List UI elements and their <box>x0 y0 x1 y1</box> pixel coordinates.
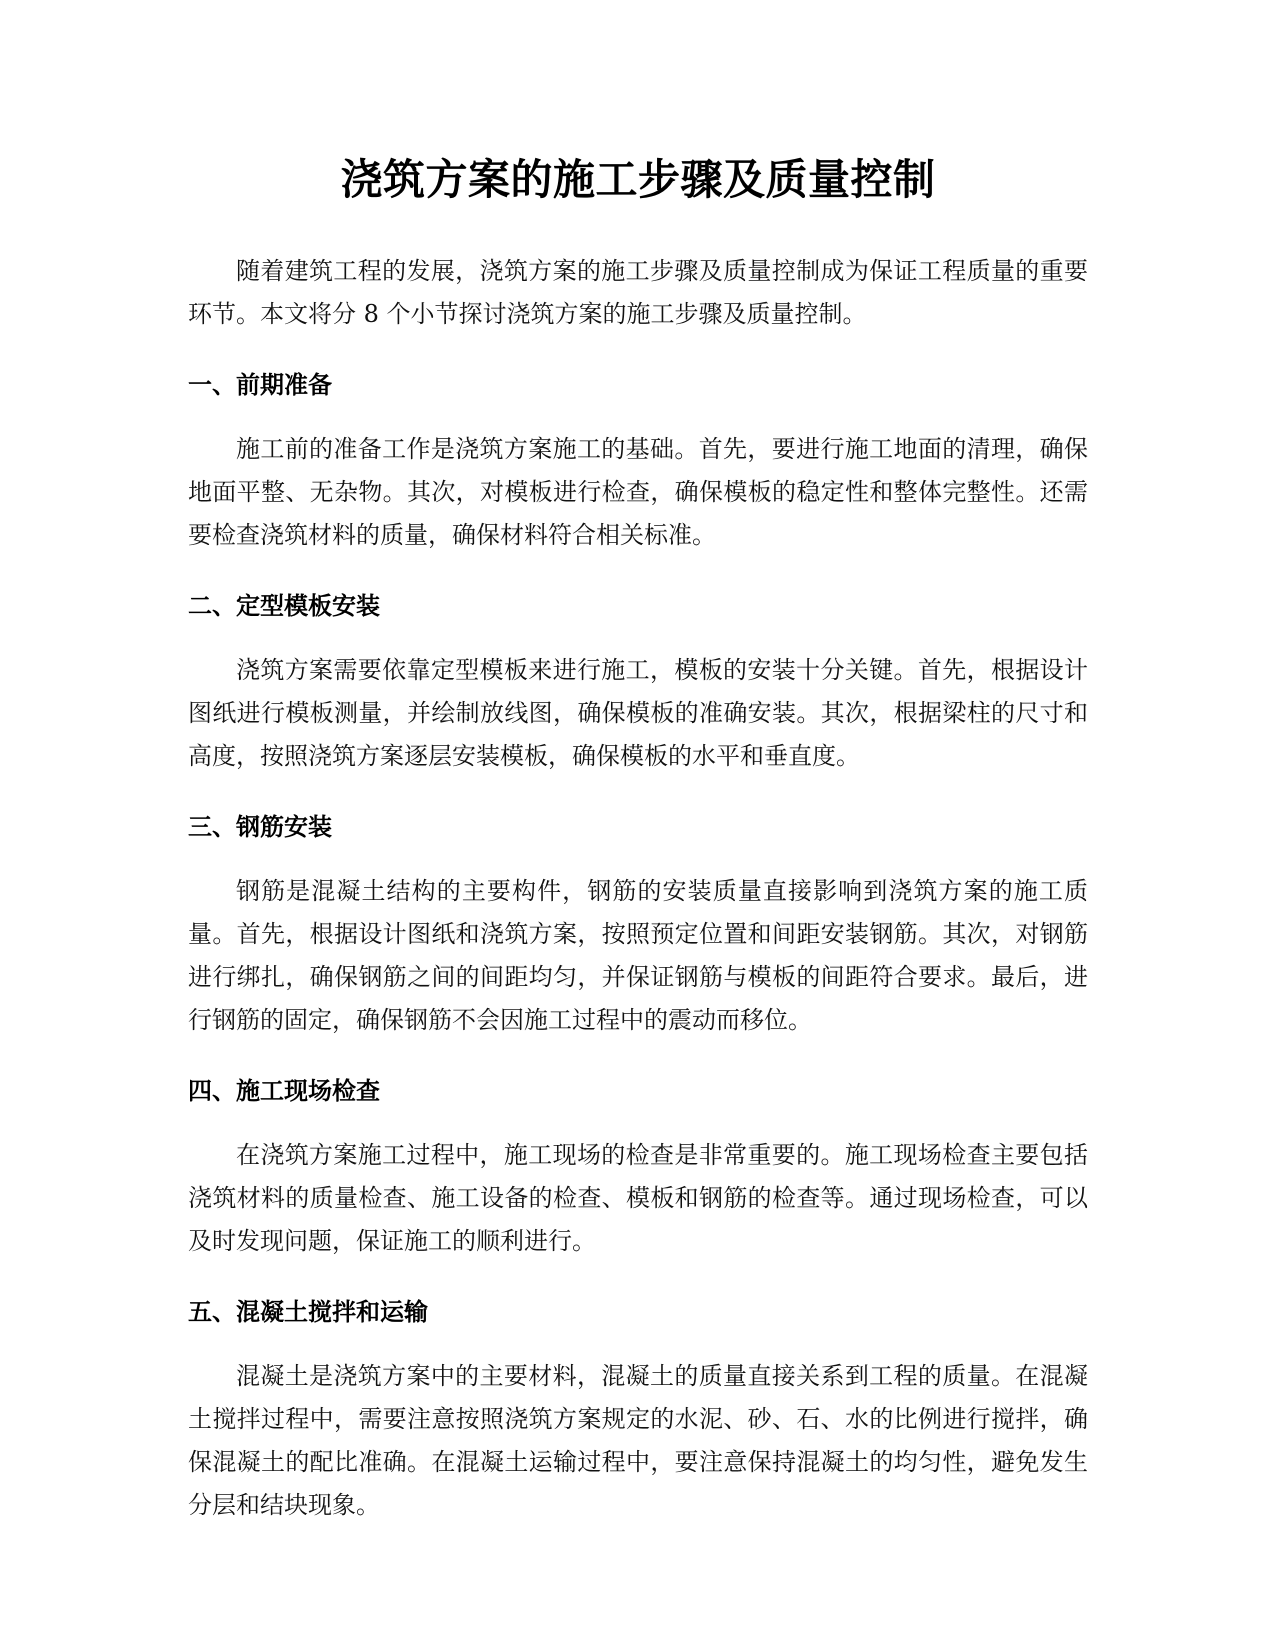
section-heading: 三、钢筋安装 <box>188 813 332 841</box>
section-rebar-installation <box>188 778 1088 1042</box>
section-paragraph: 钢筋是混凝土结构的主要构件，钢筋的安装质量直接影响到浇筑方案的施工质量。首先，根据设计图纸和浇筑方案，按照预定位置和间距安装钢筋。其次，对钢筋进行绑扎，确保钢筋之间的间距均匀，并保证钢筋与模板的间距符合要求。最后，进行钢筋的固定，确保钢筋不会因施工过程中的震动而移位。 <box>188 877 1088 1034</box>
section-paragraph: 在浇筑方案施工过程中，施工现场的检查是非常重要的。施工现场检查主要包括浇筑材料的质量检查、施工设备的检查、模板和钢筋的检查等。通过现场检查，可以及时发现问题，保证施工的顺利进行。 <box>188 1141 1088 1255</box>
document-title: 浇筑方案的施工步骤及质量控制 <box>340 155 936 204</box>
section-heading: 二、定型模板安装 <box>188 592 380 620</box>
section-heading: 五、混凝土搅拌和运输 <box>188 1298 428 1326</box>
section-heading: 一、前期准备 <box>188 371 332 399</box>
section-concrete-mixing <box>188 1263 1088 1527</box>
document-content <box>188 150 1088 1527</box>
section-paragraph: 浇筑方案需要依靠定型模板来进行施工，模板的安装十分关键。首先，根据设计图纸进行模板测量，并绘制放线图，确保模板的准确安装。其次，根据梁柱的尺寸和高度，按照浇筑方案逐层安装模板，确保模板的水平和垂直度。 <box>188 656 1088 770</box>
intro-paragraph: 随着建筑工程的发展，浇筑方案的施工步骤及质量控制成为保证工程质量的重要环节。本文将分 8 个小节探讨浇筑方案的施工步骤及质量控制。 <box>188 257 1088 328</box>
section-paragraph: 混凝土是浇筑方案中的主要材料，混凝土的质量直接关系到工程的质量。在混凝土搅拌过程中，需要注意按照浇筑方案规定的水泥、砂、石、水的比例进行搅拌，确保混凝土的配比准确。在混凝土运输过程中，要注意保持混凝土的均匀性，避免发生分层和结块现象。 <box>188 1362 1088 1519</box>
section-formwork-installation <box>188 557 1088 778</box>
section-heading: 四、施工现场检查 <box>188 1077 380 1105</box>
section-preparation <box>188 336 1088 557</box>
section-paragraph: 施工前的准备工作是浇筑方案施工的基础。首先，要进行施工地面的清理，确保地面平整、无杂物。其次，对模板进行检查，确保模板的稳定性和整体完整性。还需要检查浇筑材料的质量，确保材料符合相关标准。 <box>188 435 1088 549</box>
section-site-inspection <box>188 1042 1088 1263</box>
